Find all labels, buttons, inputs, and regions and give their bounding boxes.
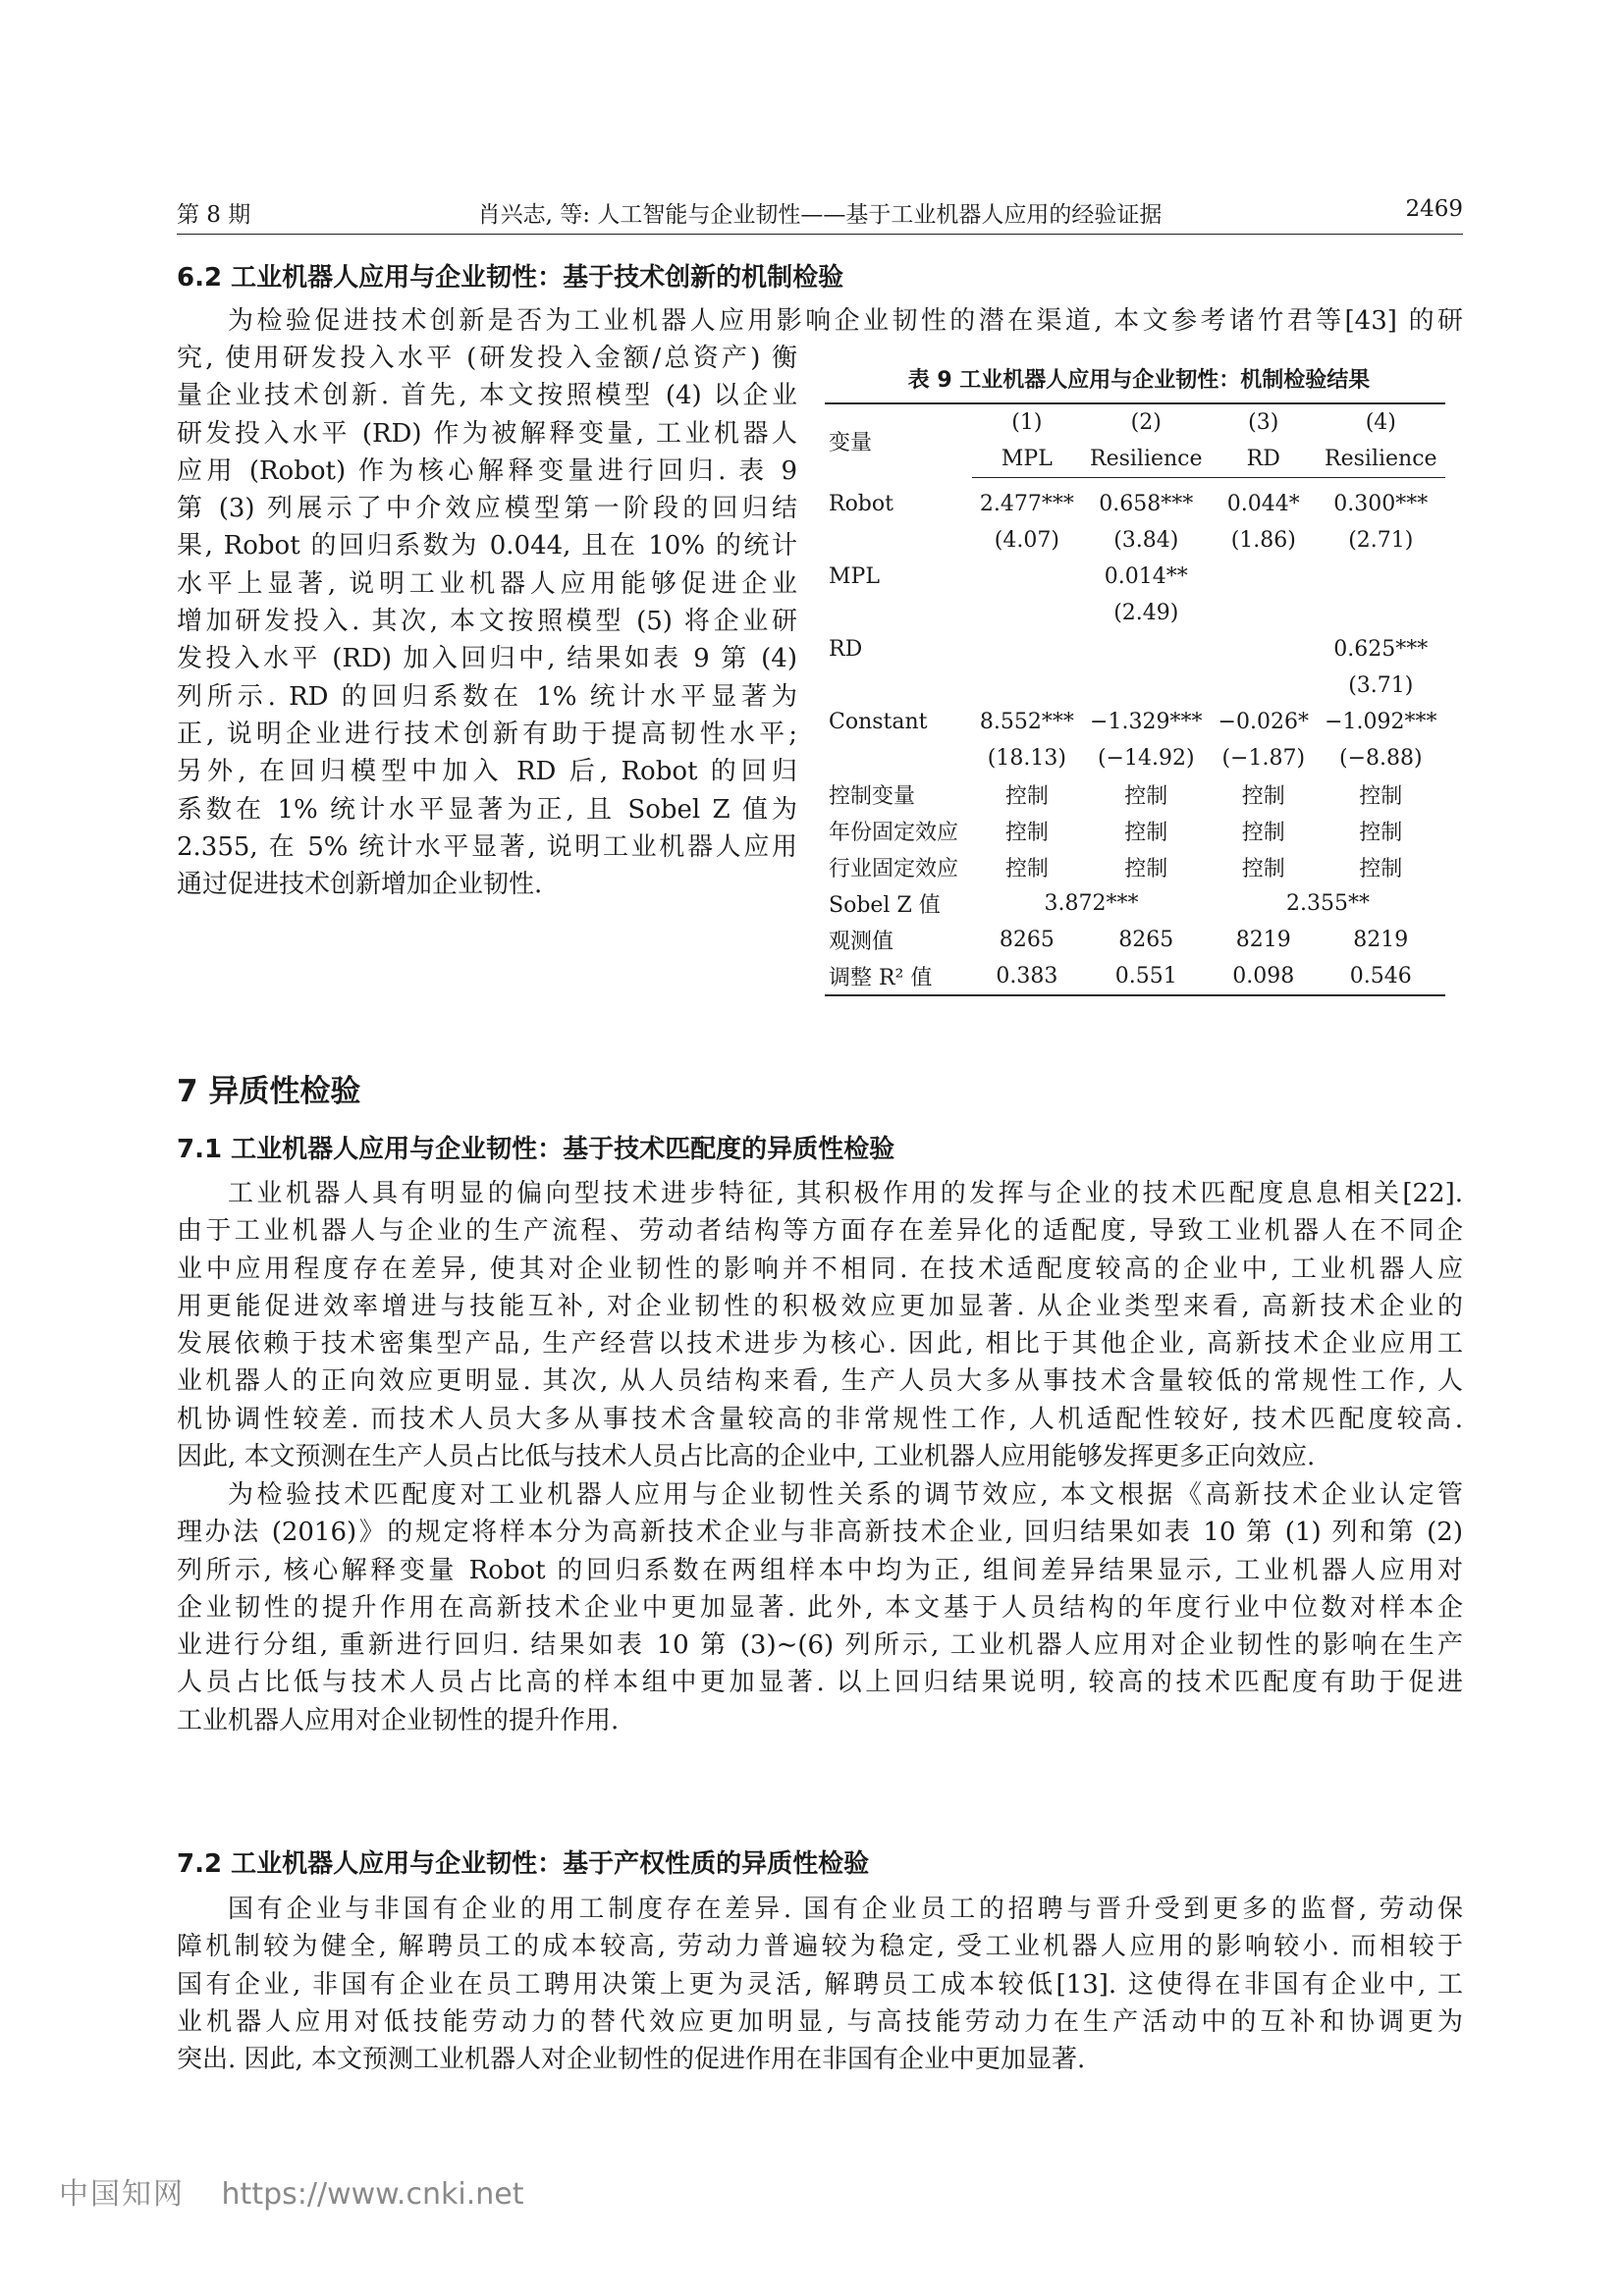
section-7-title: 7 异质性检验 [177, 1074, 361, 1109]
table-row-label: 年份固定效应 [829, 821, 959, 845]
section-7-2-title: 7.2 工业机器人应用与企业韧性：基于产权性质的异质性检验 [177, 1849, 870, 1879]
site-name: 中国知网 [59, 2177, 185, 2212]
table-cell [1082, 667, 1211, 704]
text-line: 业中应用程度存在差异, 使其对企业韧性的影响并不相同. 在技术适配度较高的企业中, 工业机器人应 [177, 1254, 1463, 1284]
table-row [825, 559, 1445, 595]
table-col-number: (4) [1317, 403, 1445, 441]
table-cell [1082, 631, 1211, 667]
table-row-label: 控制变量 [829, 784, 916, 809]
text-line: 发展依赖于技术密集型产品, 生产经营以技术进步为核心. 因此, 相比于其他企业, 高新技术企业应用工 [177, 1329, 1463, 1360]
table-cell: 8265 [999, 928, 1055, 952]
table-col-name: Resilience [1082, 441, 1211, 478]
text-line: 2.355, 在 5% 统计水平显著, 说明工业机器人应用 [177, 831, 797, 862]
section-7-1-title: 7.1 工业机器人应用与企业韧性：基于技术匹配度的异质性检验 [177, 1135, 895, 1164]
table-cell: 控制 [1124, 857, 1168, 881]
table-row [825, 631, 1445, 667]
table-cell: 控制 [1241, 784, 1285, 809]
section-7-2-paragraph-1 [177, 1891, 1463, 2078]
table-cell: 控制 [1004, 857, 1049, 881]
table-cell: (−14.92) [1097, 746, 1195, 771]
table-row [825, 478, 1445, 523]
table-cell: 控制 [1124, 821, 1168, 845]
table-row-label [825, 595, 972, 631]
table-cell: 控制 [1241, 821, 1285, 845]
text-line: 为检验促进技术创新是否为工业机器人应用影响企业韧性的潜在渠道, 本文参考诸竹君等[43] 的研 [228, 306, 1463, 336]
table-cell: −1.329*** [1090, 710, 1203, 734]
table-row [825, 740, 1445, 776]
table-cell: (1.86) [1230, 528, 1296, 553]
table-cell: 3.872*** [1044, 891, 1139, 916]
table-cell: (3.71) [1348, 673, 1414, 698]
table-row [825, 776, 1445, 813]
table-cell [972, 595, 1081, 631]
section-6-2-body [177, 340, 797, 903]
table-cell: 0.383 [972, 958, 1081, 995]
table-cell: (2.49) [1113, 601, 1179, 625]
table-cell [1211, 667, 1317, 704]
site-url: https://www.cnki.net [221, 2177, 524, 2212]
table-row-label [825, 740, 972, 776]
table-cell [972, 559, 1081, 595]
table-cell: (−1.87) [1221, 746, 1306, 771]
table-row [825, 849, 1445, 885]
text-line: 人员占比低与技术人员占比高的样本组中更加显著. 以上回归结果说明, 较高的技术匹配度有助于促进 [177, 1668, 1463, 1698]
table-cell: 控制 [1004, 821, 1049, 845]
text-line: 机协调性较差. 而技术人员大多从事技术含量较高的非常规性工作, 人机适配性较好, 技术匹配度较高. [177, 1404, 1463, 1434]
table-row [825, 704, 1445, 740]
text-line: 工业机器人应用对企业韧性的提升作用. [177, 1705, 620, 1735]
text-line: 国有企业, 非国有企业在员工聘用决策上更为灵活, 解聘员工成本较低[13]. 这使得在非国有企业中, 工 [177, 1969, 1463, 2000]
running-header [177, 196, 1463, 236]
text-line: 水平上显著, 说明工业机器人应用能够促进企业 [177, 568, 797, 599]
text-line: 研发投入水平 (RD) 作为被解释变量, 工业机器人 [177, 418, 797, 449]
table-col-name: MPL [972, 441, 1081, 478]
table-cell: 2.477*** [979, 492, 1074, 516]
table-cell: 控制 [1241, 857, 1285, 881]
table-col-name: RD [1211, 441, 1317, 478]
table-row-label: Constant [829, 710, 928, 734]
table-cell [1211, 595, 1317, 631]
table-9-caption: 表 9 工业机器人应用与企业韧性：机制检验结果 [907, 368, 1371, 393]
table-cell: 0.044* [1226, 492, 1300, 516]
text-line: 国有企业与非国有企业的用工制度存在差异. 国有企业员工的招聘与晋升受到更多的监督, 劳动保 [228, 1895, 1463, 1924]
text-line: 业进行分组, 重新进行回归. 结果如表 10 第 (3)∼(6) 列所示, 工业机器人应用对企业韧性的影响在生产 [177, 1630, 1463, 1661]
table-cell: (3.84) [1113, 528, 1179, 553]
text-line: 业机器人应用对低技能劳动力的替代效应更加明显, 与高技能劳动力在生产活动中的互补和协调更为 [177, 2006, 1463, 2037]
text-line: 列所示, 核心解释变量 Robot 的回归系数在两组样本中均为正, 组间差异结果显示, 工业机器人应用对 [177, 1555, 1463, 1585]
text-line: 第 (3) 列展示了中介效应模型第一阶段的回归结 [177, 494, 797, 524]
section-7-1-paragraph-2 [177, 1476, 1463, 1739]
table-row-label: MPL [829, 564, 880, 589]
table-row-label: RD [829, 637, 863, 662]
table-cell: −1.092*** [1325, 710, 1437, 734]
table-var-header: 变量 [825, 403, 972, 478]
text-line: 发投入水平 (RD) 加入回归中, 结果如表 9 第 (4) [177, 644, 797, 674]
table-cell: (−8.88) [1339, 746, 1423, 771]
table-cell: (2.71) [1348, 528, 1414, 553]
text-line: 由于工业机器人与企业的生产流程、劳动者结构等方面存在差异化的适配度, 导致工业机器人在不同企 [177, 1216, 1463, 1247]
page-number: 2469 [1405, 196, 1463, 222]
text-line: 究, 使用研发投入水平 (研发投入金额/总资产) 衡 [177, 344, 797, 373]
section-6-2-title: 6.2 工业机器人应用与企业韧性：基于技术创新的机制检验 [177, 263, 844, 293]
table-cell [1211, 631, 1317, 667]
table-cell: 控制 [1359, 857, 1403, 881]
text-line: 企业韧性的提升作用在高新技术企业中更加显著. 此外, 本文基于人员结构的年度行业中位数对样本企 [177, 1592, 1463, 1623]
table-cell: 0.658*** [1099, 492, 1194, 516]
text-line: 用更能促进效率增进与技能互补, 对企业韧性的积极效应更加显著. 从企业类型来看, 高新技术企业的 [177, 1291, 1463, 1321]
table-row [825, 595, 1445, 631]
table-row [825, 813, 1445, 849]
text-line: 另外, 在回归模型中加入 RD 后, Robot 的回归 [177, 757, 797, 787]
table-cell: 0.551 [1082, 958, 1211, 995]
text-line: 果, Robot 的回归系数为 0.044, 且在 10% 的统计 [177, 531, 797, 561]
text-line: 量企业技术创新. 首先, 本文按照模型 (4) 以企业 [177, 381, 797, 411]
text-line: 正, 说明企业进行技术创新有助于提高韧性水平; [177, 719, 797, 749]
issue-number: 第 8 期 [177, 202, 251, 228]
table-row-label: Robot [829, 491, 893, 516]
table-cell [1317, 595, 1445, 631]
table-9 [825, 402, 1445, 996]
table-cell [972, 667, 1081, 704]
section-6-2-lead [177, 302, 1463, 340]
running-title: 肖兴志, 等: 人工智能与企业韧性——基于工业机器人应用的经验证据 [477, 202, 1163, 228]
table-row-label: 观测值 [829, 930, 894, 954]
table-cell: 控制 [1004, 784, 1049, 809]
table-row-label: 调整 R² 值 [825, 958, 972, 995]
table-cell: 8.552*** [979, 710, 1074, 734]
text-line: 增加研发投入. 其次, 本文按照模型 (5) 将企业研 [177, 607, 797, 637]
table-cell [1211, 559, 1317, 595]
text-line: 通过促进技术创新增加企业韧性. [177, 870, 543, 900]
table-cell [972, 631, 1081, 667]
table-row-label [825, 522, 972, 559]
table-row-sobel [825, 885, 1445, 922]
table-header-row [825, 403, 1445, 441]
table-row-obs [825, 922, 1445, 958]
table-row [825, 522, 1445, 559]
table-col-name: Resilience [1317, 441, 1445, 478]
text-line: 障机制较为健全, 解聘员工的成本较高, 劳动力普遍较为稳定, 受工业机器人应用的影响较小. 而相较于 [177, 1932, 1463, 1962]
table-row-label: Sobel Z 值 [829, 893, 941, 918]
table-cell: 0.098 [1211, 958, 1317, 995]
table-col-number: (3) [1211, 403, 1317, 441]
text-line: 因此, 本文预测在生产人员占比低与技术人员占比高的企业中, 工业机器人应用能够发挥更多正向效应. [177, 1442, 1316, 1472]
table-cell: 8219 [1235, 928, 1291, 952]
cnki-watermark [59, 2169, 523, 2213]
text-line: 为检验技术匹配度对工业机器人应用与企业韧性关系的调节效应, 本文根据《高新技术企业认定管 [228, 1480, 1463, 1510]
table-cell: 0.546 [1317, 958, 1445, 995]
table-col-number: (1) [972, 403, 1081, 441]
table-row-label: 行业固定效应 [829, 857, 959, 881]
table-cell [1317, 559, 1445, 595]
table-cell: 控制 [1359, 784, 1403, 809]
text-line: 业机器人的正向效应更明显. 其次, 从人员结构来看, 生产人员大多从事技术含量较低的常规性工作, 人 [177, 1366, 1463, 1397]
table-row-r2 [825, 958, 1445, 995]
table-cell: 0.300*** [1333, 492, 1429, 516]
section-7-1-paragraph-1 [177, 1175, 1463, 1475]
table-cell: 8219 [1353, 928, 1409, 952]
table-cell: 控制 [1359, 821, 1403, 845]
table-col-number: (2) [1082, 403, 1211, 441]
table-row [825, 667, 1445, 704]
table-cell: −0.026* [1218, 710, 1309, 734]
text-line: 突出. 因此, 本文预测工业机器人对企业韧性的促进作用在非国有企业中更加显著. [177, 2045, 1086, 2075]
text-line: 应用 (Robot) 作为核心解释变量进行回归. 表 9 [177, 455, 797, 486]
table-cell: (4.07) [994, 528, 1059, 553]
text-line: 工业机器人具有明显的偏向型技术进步特征, 其积极作用的发挥与企业的技术匹配度息息相关[22]. [228, 1179, 1463, 1208]
text-line: 理办法 (2016)》的规定将样本分为高新技术企业与非高新技术企业, 回归结果如表 10 第 (1) 列和第 (2) [177, 1518, 1463, 1548]
table-cell: 0.014** [1104, 564, 1188, 589]
text-line: 列所示. RD 的回归系数在 1% 统计水平显著为 [177, 681, 797, 712]
table-cell: 8265 [1118, 928, 1174, 952]
regression-table [825, 402, 1445, 996]
table-row-label [825, 667, 972, 704]
table-cell: 0.625*** [1333, 637, 1429, 662]
text-line: 系数在 1% 统计水平显著为正, 且 Sobel Z 值为 [177, 794, 797, 825]
table-cell: (18.13) [987, 746, 1066, 771]
header-rule [177, 234, 1463, 235]
table-cell: 2.355** [1285, 891, 1370, 916]
table-cell: 控制 [1124, 784, 1168, 809]
